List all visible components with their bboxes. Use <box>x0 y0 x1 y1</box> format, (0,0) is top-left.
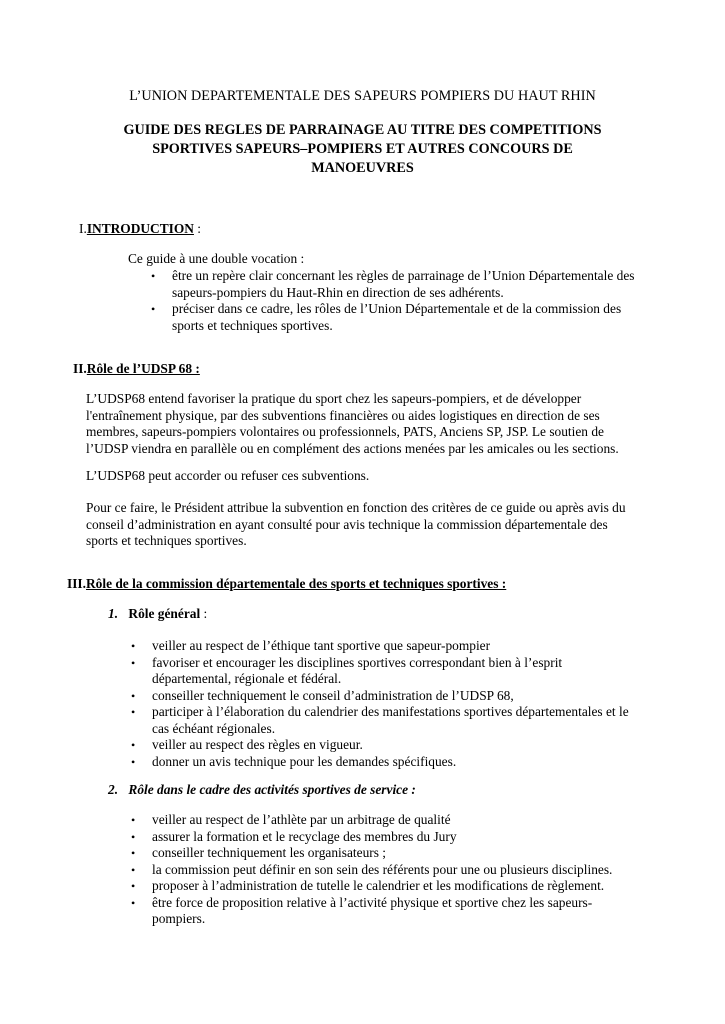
list-item-text: préciser dans ce cadre, les rôles de l’Union Départementale et de la commission des <box>172 301 622 316</box>
subsection-number: 1. <box>108 606 119 621</box>
list-item-text: assurer la formation et le recyclage des membres du Jury <box>152 828 457 844</box>
bullet-icon: • <box>151 269 156 283</box>
subsection-title: Rôle général <box>128 606 201 621</box>
section-title: Rôle de la commission départementale des sports et techniques sportives : <box>85 576 507 591</box>
bullet-icon: • <box>131 754 136 769</box>
paragraph-line: sports et techniques sportives. <box>86 533 247 548</box>
list-item <box>131 753 652 771</box>
list-item-text: être force de proposition relative à l’activité physique et sportive chez les sapeurs- <box>152 894 593 910</box>
section-number: I. <box>79 221 87 236</box>
paragraph <box>86 500 686 550</box>
list-item-text: veiller au respect de l’éthique tant sportive que sapeur-pompier <box>152 638 491 653</box>
list-item-text: donner un avis technique pour les demandes spécifiques. <box>152 753 457 769</box>
service-activities-bullet-list <box>131 812 652 928</box>
subsection-title: Rôle dans le cadre des activités sportives de service : <box>128 782 416 797</box>
bullet-icon: • <box>131 879 136 893</box>
paragraph-line: conseil d’administration en ayant consulté pour avis technique la commission départementale des <box>86 516 608 532</box>
subsection-title-suffix: : <box>200 606 208 621</box>
section-title-suffix: : <box>193 221 202 236</box>
bullet-icon: • <box>131 738 136 752</box>
subsection-number: 2. <box>108 782 119 797</box>
list-item-text: cas échéant régionales. <box>152 720 276 736</box>
bullet-icon: • <box>131 705 136 719</box>
document-title-line: MANOEUVRES <box>311 160 414 176</box>
bullet-icon: • <box>131 688 136 703</box>
bullet-icon: • <box>131 639 136 653</box>
paragraph-line: L’UDSP68 entend favoriser la pratique du sport chez les sapeurs-pompiers, et de développer <box>86 391 582 406</box>
list-item-text: être un repère clair concernant les règles de parrainage de l’Union Départementale des <box>172 268 635 283</box>
list-item <box>131 704 652 737</box>
list-item-text: pompiers. <box>152 911 206 926</box>
general-role-bullet-list <box>131 638 652 770</box>
bullet-icon: • <box>131 829 136 844</box>
bullet-icon: • <box>151 302 156 316</box>
subsection-heading-general-role <box>108 606 207 623</box>
paragraph <box>86 391 686 457</box>
section-heading-commission-role <box>67 576 506 593</box>
list-item <box>131 638 652 655</box>
list-item <box>131 878 652 895</box>
intro-bullet-list <box>151 268 672 334</box>
list-item <box>131 737 652 754</box>
bullet-icon: • <box>131 846 136 860</box>
list-item-text: conseiller techniquement les organisateurs ; <box>152 845 387 860</box>
bullet-icon: • <box>131 813 136 827</box>
list-item-text: sports et techniques sportives. <box>172 317 333 333</box>
list-item <box>131 654 652 688</box>
list-item-text: sapeurs-pompiers du Haut-Rhin en direction de ses adhérents. <box>172 284 504 300</box>
list-item-text: veiller au respect des règles en vigueur. <box>152 737 363 752</box>
document-title <box>0 121 725 178</box>
list-item <box>131 687 652 705</box>
document-title-line: GUIDE DES REGLES DE PARRAINAGE AU TITRE DES COMPETITIONS <box>123 122 602 138</box>
section-title: Rôle de l’UDSP 68 : <box>86 361 200 376</box>
list-item-text: favoriser et encourager les disciplines sportives correspondant bien à l’esprit <box>152 654 563 670</box>
list-item <box>131 894 652 928</box>
paragraph-line: l’UDSP viendra en parallèle ou en complément des actions menées par les amicales ou les sections. <box>86 440 619 456</box>
subsection-heading-service-activities <box>108 782 416 799</box>
list-item <box>131 845 652 862</box>
list-item <box>151 301 672 334</box>
list-item-text: proposer à l’administration de tutelle le calendrier et les modifications de règlement. <box>152 878 605 893</box>
list-item <box>131 828 652 846</box>
bullet-icon: • <box>131 862 136 877</box>
paragraph-line: Pour ce faire, le Président attribue la subvention en fonction des critères de ce guide ou après avis du <box>86 500 626 515</box>
section-heading-introduction <box>79 221 201 238</box>
paragraph-line: l'entraînement physique, par des subventions financières ou aides logistiques en direction de ses <box>86 407 600 423</box>
organization-title: L’UNION DEPARTEMENTALE DES SAPEURS POMPIERS DU HAUT RHIN <box>129 88 596 104</box>
list-item-text: la commission peut définir en son sein des référents pour une ou plusieurs disciplines. <box>152 861 613 877</box>
section-number: II. <box>73 361 87 376</box>
section-heading-udsp-role <box>73 361 200 378</box>
paragraph: L’UDSP68 peut accorder ou refuser ces subventions. <box>86 468 370 483</box>
section-number: III. <box>67 576 86 591</box>
list-item <box>131 861 652 879</box>
document-title-line: SPORTIVES SAPEURS–POMPIERS ET AUTRES CONCOURS DE <box>152 141 573 157</box>
section-title: INTRODUCTION <box>86 221 194 236</box>
list-item <box>131 812 652 829</box>
intro-sentence: Ce guide à une double vocation : <box>128 251 305 266</box>
paragraph-line: membres, sapeurs-pompiers volontaires ou professionnels, PATS, Anciens SP, JSP. Le soutien de <box>86 424 604 439</box>
list-item <box>151 268 672 301</box>
bullet-icon: • <box>131 655 136 670</box>
list-item-text: conseiller techniquement le conseil d’administration de l’UDSP 68, <box>152 687 514 703</box>
bullet-icon: • <box>131 895 136 910</box>
list-item-text: veiller au respect de l’athlète par un arbitrage de qualité <box>152 812 451 827</box>
list-item-text: départemental, régionale et fédéral. <box>152 671 342 686</box>
list-item-text: participer à l’élaboration du calendrier des manifestations sportives départementales et le <box>152 704 629 719</box>
